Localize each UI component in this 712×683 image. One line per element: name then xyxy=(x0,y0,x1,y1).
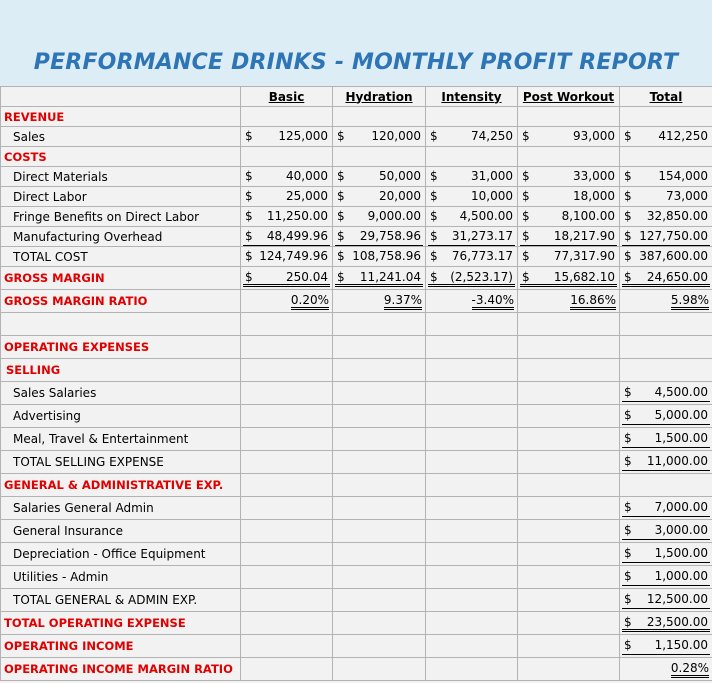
amount: 7,000.00 xyxy=(654,500,708,514)
row-label: Manufacturing Overhead xyxy=(1,227,241,247)
amount: 9,000.00 xyxy=(367,209,421,223)
value-cell xyxy=(620,247,712,267)
value-cell xyxy=(333,207,426,227)
currency-symbol: $ xyxy=(624,169,632,183)
ratio-cell: 0.20% xyxy=(241,290,333,313)
ratio-cell: -3.40% xyxy=(426,290,518,313)
table-row xyxy=(1,566,712,589)
amount: 12,500.00 xyxy=(646,592,708,606)
currency-symbol: $ xyxy=(245,270,253,284)
row-label: TOTAL SELLING EXPENSE xyxy=(1,451,241,474)
row-label: TOTAL COST xyxy=(1,247,241,267)
currency-symbol: $ xyxy=(522,270,530,284)
amount: 11,250.00 xyxy=(266,209,328,223)
amount: 73,000 xyxy=(666,189,708,203)
currency-symbol: $ xyxy=(624,638,632,652)
column-header: Post Workout xyxy=(518,87,620,107)
value-cell xyxy=(620,207,712,227)
profit-report-table xyxy=(0,86,712,681)
value-cell xyxy=(620,451,712,474)
currency-symbol: $ xyxy=(430,169,438,183)
table-row xyxy=(1,635,712,658)
table-row xyxy=(1,207,712,227)
amount: 18,000 xyxy=(573,189,615,203)
amount: 11,000.00 xyxy=(646,454,708,468)
table-row xyxy=(1,127,712,147)
table-row xyxy=(1,543,712,566)
currency-symbol: $ xyxy=(624,546,632,560)
section-row xyxy=(1,107,712,127)
section-label: OPERATING INCOME MARGIN RATIO xyxy=(1,658,241,681)
row-label: Salaries General Admin xyxy=(1,497,241,520)
table-row xyxy=(1,267,712,290)
value-cell xyxy=(620,405,712,428)
column-header-row xyxy=(1,87,712,107)
currency-symbol: $ xyxy=(624,129,632,143)
currency-symbol: $ xyxy=(522,169,530,183)
amount: 77,317.90 xyxy=(553,249,615,263)
value-cell xyxy=(426,167,518,187)
value-cell xyxy=(620,566,712,589)
section-label: REVENUE xyxy=(1,107,241,127)
amount: 125,000 xyxy=(278,129,328,143)
value-cell xyxy=(426,247,518,267)
currency-symbol: $ xyxy=(522,189,530,203)
amount: 93,000 xyxy=(573,129,615,143)
section-row xyxy=(1,474,712,497)
value-cell xyxy=(620,187,712,207)
column-header: Hydration xyxy=(333,87,426,107)
table-row xyxy=(1,167,712,187)
value-cell xyxy=(426,127,518,147)
row-label: Sales xyxy=(1,127,241,147)
value-cell xyxy=(426,267,518,290)
amount: 50,000 xyxy=(379,169,421,183)
currency-symbol: $ xyxy=(337,129,345,143)
amount: 15,682.10 xyxy=(553,270,615,284)
section-label: TOTAL OPERATING EXPENSE xyxy=(1,612,241,635)
table-row xyxy=(1,187,712,207)
currency-symbol: $ xyxy=(430,270,438,284)
table-row xyxy=(1,451,712,474)
currency-symbol: $ xyxy=(624,431,632,445)
table-row xyxy=(1,247,712,267)
amount: 24,650.00 xyxy=(646,270,708,284)
amount: 8,100.00 xyxy=(561,209,615,223)
amount: 127,750.00 xyxy=(639,228,708,243)
value-cell xyxy=(518,167,620,187)
currency-symbol: $ xyxy=(624,209,632,223)
amount: 1,000.00 xyxy=(654,569,708,583)
currency-symbol: $ xyxy=(430,249,438,263)
currency-symbol: $ xyxy=(245,189,253,203)
value-cell xyxy=(241,227,333,247)
value-cell xyxy=(426,187,518,207)
value-cell xyxy=(620,612,712,635)
amount: 4,500.00 xyxy=(459,209,513,223)
amount: 74,250 xyxy=(471,129,513,143)
value-cell xyxy=(620,497,712,520)
value-cell xyxy=(241,247,333,267)
amount: 108,758.96 xyxy=(352,249,421,263)
currency-symbol: $ xyxy=(522,129,530,143)
amount: 4,500.00 xyxy=(654,385,708,399)
value-cell xyxy=(620,589,712,612)
amount: 32,850.00 xyxy=(646,209,708,223)
amount: 31,000 xyxy=(471,169,513,183)
value-cell xyxy=(518,127,620,147)
amount: 31,273.17 xyxy=(451,228,513,243)
value-cell xyxy=(518,187,620,207)
row-label: TOTAL GENERAL & ADMIN EXP. xyxy=(1,589,241,612)
currency-symbol: $ xyxy=(624,408,632,422)
currency-symbol: $ xyxy=(337,270,345,284)
currency-symbol: $ xyxy=(624,454,632,468)
row-label: Meal, Travel & Entertainment xyxy=(1,428,241,451)
currency-symbol: $ xyxy=(245,249,253,263)
currency-symbol: $ xyxy=(624,249,632,263)
currency-symbol: $ xyxy=(624,569,632,583)
table-row xyxy=(1,290,712,313)
value-cell xyxy=(241,207,333,227)
table-row xyxy=(1,589,712,612)
amount: 412,250 xyxy=(658,129,708,143)
section-label: SELLING xyxy=(1,359,241,382)
ratio-cell: 16.86% xyxy=(518,290,620,313)
value-cell xyxy=(426,207,518,227)
amount: 124,749.96 xyxy=(259,249,328,263)
section-label: GENERAL & ADMINISTRATIVE EXP. xyxy=(1,474,241,497)
column-header: Basic xyxy=(241,87,333,107)
amount: (2,523.17) xyxy=(450,270,513,284)
section-row xyxy=(1,336,712,359)
value-cell xyxy=(620,227,712,247)
value-cell xyxy=(518,247,620,267)
value-cell xyxy=(333,127,426,147)
section-label: GROSS MARGIN xyxy=(1,267,241,290)
amount: 154,000 xyxy=(658,169,708,183)
currency-symbol: $ xyxy=(624,592,632,606)
ratio-cell: 5.98% xyxy=(620,290,712,313)
amount: 1,150.00 xyxy=(654,638,708,652)
section-label: OPERATING EXPENSES xyxy=(1,336,241,359)
value-cell xyxy=(620,382,712,405)
value-cell xyxy=(426,227,518,247)
amount: 1,500.00 xyxy=(654,431,708,445)
value-cell xyxy=(333,187,426,207)
table-row xyxy=(1,405,712,428)
currency-symbol: $ xyxy=(245,209,253,223)
currency-symbol: $ xyxy=(624,523,632,537)
amount: 29,758.96 xyxy=(359,228,421,243)
currency-symbol: $ xyxy=(624,228,632,243)
ratio-cell: 9.37% xyxy=(333,290,426,313)
amount: 23,500.00 xyxy=(646,615,708,629)
amount: 40,000 xyxy=(286,169,328,183)
value-cell xyxy=(241,187,333,207)
currency-symbol: $ xyxy=(245,169,253,183)
value-cell xyxy=(620,543,712,566)
amount: 10,000 xyxy=(471,189,513,203)
section-row xyxy=(1,359,712,382)
row-label: Sales Salaries xyxy=(1,382,241,405)
currency-symbol: $ xyxy=(430,228,438,243)
section-label: COSTS xyxy=(1,147,241,167)
currency-symbol: $ xyxy=(430,189,438,203)
table-row xyxy=(1,382,712,405)
row-label: General Insurance xyxy=(1,520,241,543)
row-label: Utilities - Admin xyxy=(1,566,241,589)
currency-symbol: $ xyxy=(430,209,438,223)
table-row xyxy=(1,658,712,681)
amount: 250.04 xyxy=(286,270,328,284)
amount: 33,000 xyxy=(573,169,615,183)
value-cell xyxy=(333,227,426,247)
currency-symbol: $ xyxy=(245,129,253,143)
value-cell xyxy=(241,267,333,290)
section-label: GROSS MARGIN RATIO xyxy=(1,290,241,313)
currency-symbol: $ xyxy=(522,228,530,243)
section-label: OPERATING INCOME xyxy=(1,635,241,658)
currency-symbol: $ xyxy=(245,228,253,243)
amount: 5,000.00 xyxy=(654,408,708,422)
value-cell xyxy=(333,247,426,267)
row-label: Depreciation - Office Equipment xyxy=(1,543,241,566)
table-row xyxy=(1,520,712,543)
row-label: Direct Labor xyxy=(1,187,241,207)
value-cell xyxy=(518,227,620,247)
currency-symbol: $ xyxy=(624,500,632,514)
value-cell xyxy=(241,127,333,147)
amount: 18,217.90 xyxy=(553,228,615,243)
amount: 11,241.04 xyxy=(359,270,421,284)
column-header: Total xyxy=(620,87,712,107)
amount: 25,000 xyxy=(286,189,328,203)
amount: 1,500.00 xyxy=(654,546,708,560)
value-cell xyxy=(518,267,620,290)
amount: 76,773.17 xyxy=(451,249,513,263)
value-cell xyxy=(620,520,712,543)
currency-symbol: $ xyxy=(337,189,345,203)
currency-symbol: $ xyxy=(522,209,530,223)
value-cell xyxy=(518,207,620,227)
value-cell xyxy=(620,635,712,658)
value-cell xyxy=(620,127,712,147)
report-header xyxy=(0,0,712,87)
currency-symbol: $ xyxy=(337,228,345,243)
ratio-cell: 0.28% xyxy=(620,658,712,681)
amount: 120,000 xyxy=(371,129,421,143)
value-cell xyxy=(333,167,426,187)
amount: 3,000.00 xyxy=(654,523,708,537)
row-label: Fringe Benefits on Direct Labor xyxy=(1,207,241,227)
amount: 48,499.96 xyxy=(266,228,328,243)
row-label: Advertising xyxy=(1,405,241,428)
currency-symbol: $ xyxy=(624,270,632,284)
currency-symbol: $ xyxy=(337,249,345,263)
value-cell xyxy=(241,167,333,187)
blank-row xyxy=(1,313,712,336)
currency-symbol: $ xyxy=(624,385,632,399)
table-row xyxy=(1,612,712,635)
currency-symbol: $ xyxy=(337,169,345,183)
table-row xyxy=(1,428,712,451)
currency-symbol: $ xyxy=(624,615,632,629)
currency-symbol: $ xyxy=(337,209,345,223)
column-header: Intensity xyxy=(426,87,518,107)
value-cell xyxy=(333,267,426,290)
currency-symbol: $ xyxy=(624,189,632,203)
row-label: Direct Materials xyxy=(1,167,241,187)
currency-symbol: $ xyxy=(430,129,438,143)
report-title: PERFORMANCE DRINKS - MONTHLY PROFIT REPORT xyxy=(33,50,679,75)
section-row xyxy=(1,147,712,167)
currency-symbol: $ xyxy=(522,249,530,263)
value-cell xyxy=(620,267,712,290)
amount: 20,000 xyxy=(379,189,421,203)
value-cell xyxy=(620,167,712,187)
amount: 387,600.00 xyxy=(639,249,708,263)
value-cell xyxy=(620,428,712,451)
table-row xyxy=(1,497,712,520)
table-row xyxy=(1,227,712,247)
